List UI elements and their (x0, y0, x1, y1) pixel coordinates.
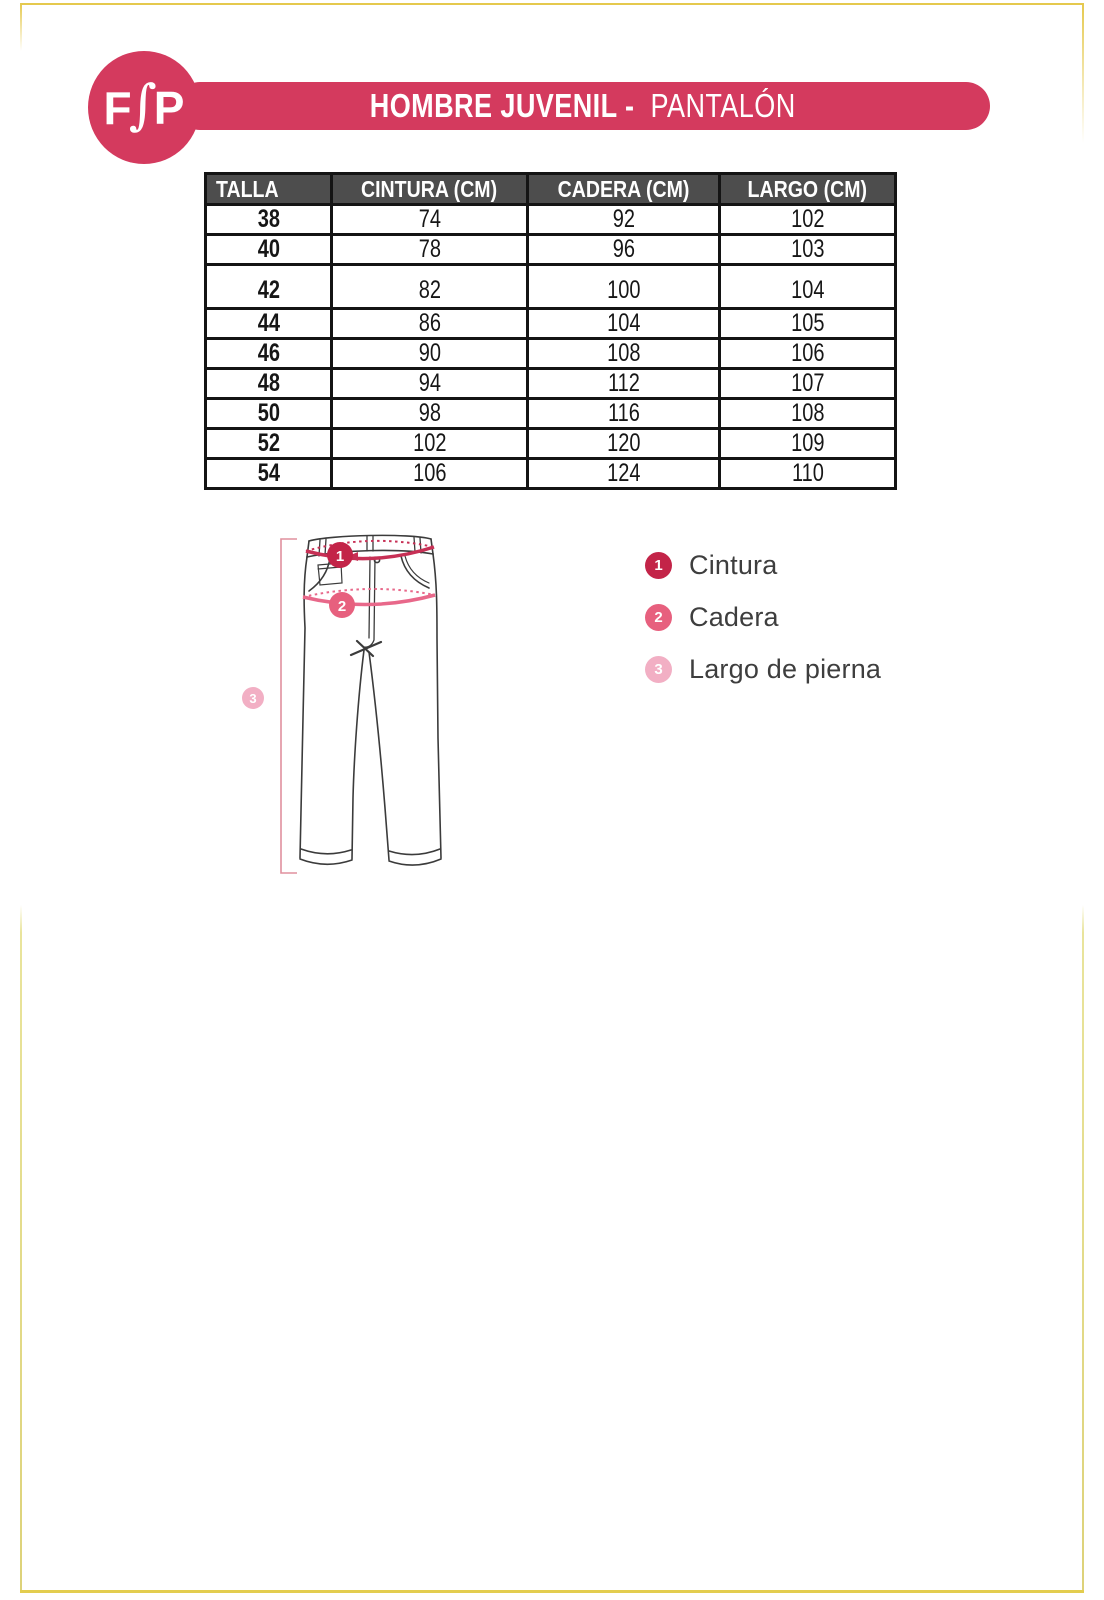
cell-largo: 106 (720, 339, 896, 369)
legend-item-cintura (645, 552, 881, 579)
column-header-cadera: CADERA (CM) (528, 174, 720, 205)
cell-talla: 40 (206, 235, 332, 265)
cell-largo: 107 (720, 369, 896, 399)
table-row (206, 369, 896, 399)
cell-cintura: 102 (332, 429, 528, 459)
table-row (206, 205, 896, 235)
header-banner (176, 82, 990, 130)
page-border-top (21, 3, 1084, 5)
brand-logo (88, 51, 200, 164)
legend-item-largo (645, 656, 881, 683)
cell-cadera: 116 (528, 399, 720, 429)
marker-2-hip (329, 592, 355, 618)
pants-outline (300, 535, 441, 865)
cell-cintura: 78 (332, 235, 528, 265)
header-row (206, 174, 896, 205)
legend-label-cintura: Cintura (689, 550, 778, 580)
page-border-right (1082, 905, 1084, 1592)
column-header-cintura: CINTURA (CM) (332, 174, 528, 205)
table-row (206, 399, 896, 429)
size-table-body (206, 205, 896, 489)
legend-item-cadera (645, 604, 881, 631)
logo-letter-f: F (103, 81, 132, 134)
page-title (370, 87, 796, 125)
cell-talla: 50 (206, 399, 332, 429)
cell-cintura: 86 (332, 309, 528, 339)
measurement-legend (645, 552, 881, 708)
legend-label-largo: Largo de pierna (689, 654, 882, 684)
table-row (206, 429, 896, 459)
column-header-talla: TALLA (206, 174, 332, 205)
size-table (204, 172, 897, 490)
cell-cintura: 74 (332, 205, 528, 235)
svg-text:2: 2 (337, 598, 347, 615)
cell-cintura: 106 (332, 459, 528, 489)
cell-talla: 42 (206, 265, 332, 309)
svg-text:3: 3 (249, 691, 257, 706)
page-border-left (20, 905, 22, 1592)
cell-largo: 109 (720, 429, 896, 459)
legend-label-cadera: Cadera (689, 602, 779, 632)
cell-largo: 108 (720, 399, 896, 429)
cell-cadera: 120 (528, 429, 720, 459)
cell-cadera: 108 (528, 339, 720, 369)
cell-talla: 38 (206, 205, 332, 235)
cell-cintura: 82 (332, 265, 528, 309)
cell-talla: 54 (206, 459, 332, 489)
cell-cadera: 104 (528, 309, 720, 339)
legend-badge-2: 2 (645, 604, 672, 631)
svg-text:1: 1 (335, 548, 345, 565)
marker-3-length (242, 687, 264, 709)
cell-talla: 48 (206, 369, 332, 399)
cell-cadera: 112 (528, 369, 720, 399)
legend-badge-3: 3 (645, 656, 672, 683)
cell-talla: 46 (206, 339, 332, 369)
cell-cadera: 96 (528, 235, 720, 265)
cell-cintura: 90 (332, 339, 528, 369)
table-row (206, 309, 896, 339)
page-border-bottom (20, 1590, 1084, 1593)
page-border-top-right (1082, 3, 1084, 143)
cell-cintura: 94 (332, 369, 528, 399)
cell-largo: 103 (720, 235, 896, 265)
cell-cadera: 100 (528, 265, 720, 309)
column-header-largo: LARGO (CM) (720, 174, 896, 205)
logo-letter-s: ∫ (128, 73, 157, 136)
length-bracket (281, 539, 297, 873)
table-row (206, 459, 896, 489)
cell-cintura: 98 (332, 399, 528, 429)
marker-1-waist (327, 542, 353, 568)
legend-badge-1: 1 (645, 552, 672, 579)
page-title-category: HOMBRE JUVENIL - (370, 87, 635, 124)
table-row (206, 339, 896, 369)
page-title-garment: PANTALÓN (650, 87, 796, 124)
cell-largo: 110 (720, 459, 896, 489)
cell-largo: 104 (720, 265, 896, 309)
size-table-header (206, 174, 896, 205)
cell-largo: 105 (720, 309, 896, 339)
cell-cadera: 92 (528, 205, 720, 235)
cell-talla: 52 (206, 429, 332, 459)
table-row (206, 265, 896, 309)
table-row (206, 235, 896, 265)
page-border-top-left (20, 3, 22, 51)
pants-diagram (230, 518, 650, 888)
cell-talla: 44 (206, 309, 332, 339)
cell-largo: 102 (720, 205, 896, 235)
cell-cadera: 124 (528, 459, 720, 489)
logo-letter-p: P (153, 81, 185, 134)
